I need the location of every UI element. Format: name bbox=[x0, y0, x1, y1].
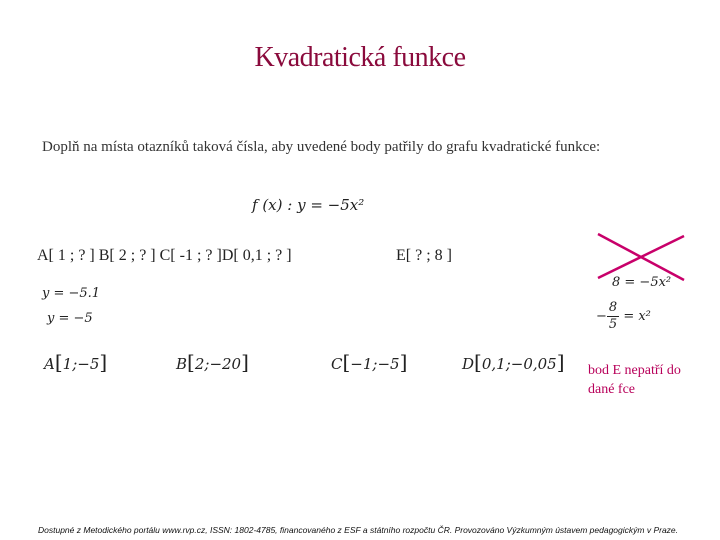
result-c-coords: −1;−5 bbox=[350, 355, 400, 373]
bracket-open: [ bbox=[187, 350, 195, 374]
result-a bbox=[44, 350, 107, 374]
bracket-close: ] bbox=[399, 350, 408, 374]
bracket-open: [ bbox=[54, 350, 63, 374]
result-a-name: A bbox=[44, 355, 55, 373]
right-equation: 8 = −5x² bbox=[612, 275, 672, 290]
result-d-coords: 0,1;−0,05 bbox=[481, 355, 557, 373]
points-list: A[ 1 ; ? ] B[ 2 ; ? ] C[ -1 ; ? ]D[ 0,1 ; ? ] bbox=[37, 247, 292, 264]
bracket-open: [ bbox=[342, 350, 351, 374]
fraction bbox=[607, 300, 619, 333]
result-d-name: D bbox=[462, 355, 475, 373]
result-b-coords: 2;−20 bbox=[194, 355, 242, 373]
result-c bbox=[331, 350, 407, 374]
result-b bbox=[176, 350, 249, 374]
page-title: Kvadratická funkce bbox=[254, 42, 466, 73]
work-equation-1: y = −5.1 bbox=[42, 286, 101, 301]
function-formula: f (x) : y = −5x² bbox=[252, 196, 365, 214]
result-a-coords: 1;−5 bbox=[62, 355, 100, 373]
instruction-text: Doplň na místa otazníků taková čísla, aby uvedené body patřily do grafu kvadratické funkce: bbox=[42, 139, 601, 155]
bracket-close: ] bbox=[556, 350, 565, 374]
result-d bbox=[462, 350, 565, 374]
result-b-name: B bbox=[176, 355, 188, 373]
point-e: E[ ? ; 8 ] bbox=[396, 247, 452, 264]
bracket-close: ] bbox=[241, 350, 249, 374]
bracket-open: [ bbox=[474, 350, 482, 374]
conclusion-note: bod E nepatří do dané fce bbox=[588, 363, 681, 397]
fraction-rest: = x² bbox=[623, 309, 651, 324]
fraction-minus: − bbox=[596, 309, 607, 324]
result-c-name: C bbox=[331, 355, 343, 373]
fraction-denominator: 5 bbox=[608, 317, 618, 332]
footer-text: Dostupné z Metodického portálu www.rvp.cz, ISSN: 1802-4785, financovaného z ESF a státního rozpočtu ČR. Provozováno Výzkumným ústavem pedagogickým v Praze. bbox=[38, 525, 679, 535]
fraction-equation bbox=[596, 300, 651, 333]
bracket-close: ] bbox=[99, 350, 108, 374]
fraction-numerator: 8 bbox=[608, 300, 618, 315]
work-equation-2: y = −5 bbox=[47, 311, 93, 326]
